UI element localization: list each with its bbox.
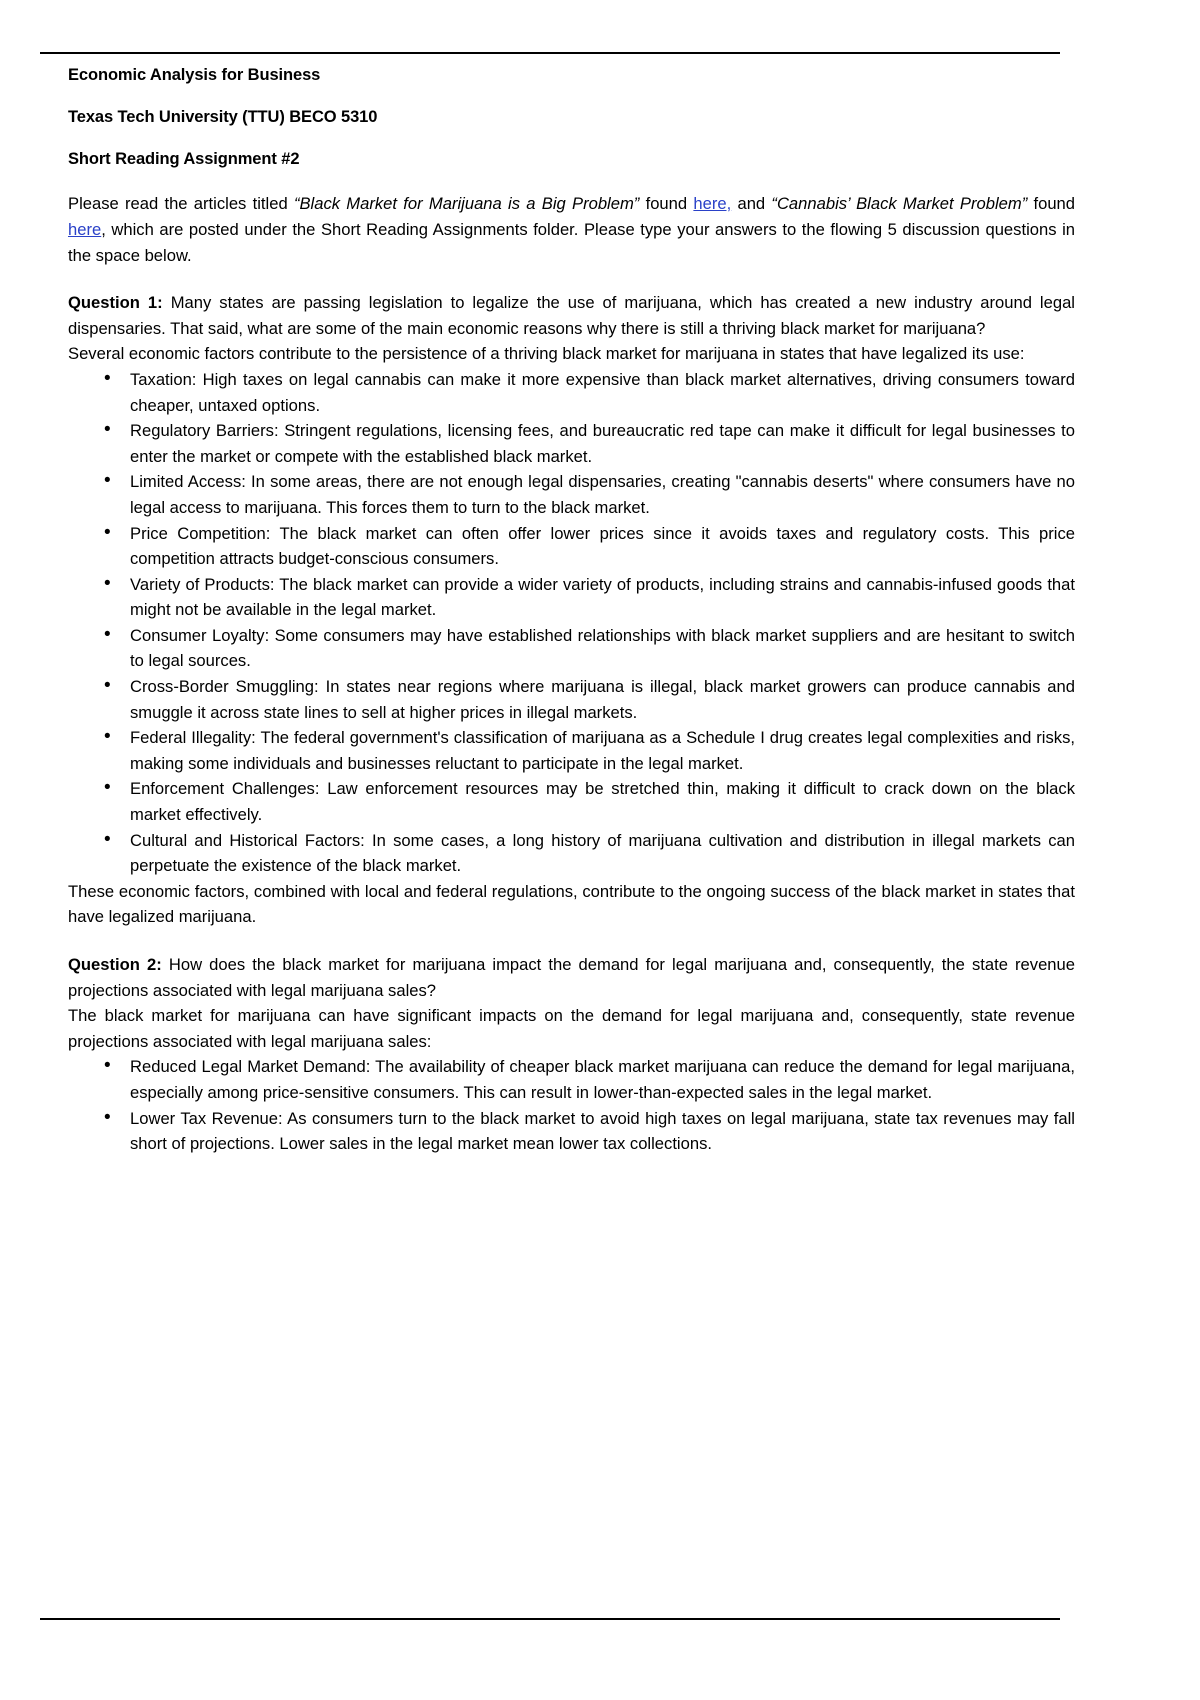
list-item: • Price Competition: The black market can often offer lower prices since it avoids taxes and regulatory costs. This price competition attracts budget-conscious consumers.: [68, 521, 1075, 572]
assignment-title: Short Reading Assignment #2: [68, 149, 300, 168]
course-title: Economic Analysis for Business: [68, 66, 321, 84]
intro-text-3: and: [731, 194, 772, 214]
intro-text-2: found: [639, 194, 694, 214]
article-link-1[interactable]: here,: [693, 194, 732, 214]
document-body: [68, 66, 1075, 1157]
question-2-text: How does the black market for marijuana impact the demand for legal marijuana and, consequently, the state revenue projections associated with legal marijuana sales?: [68, 955, 1075, 1000]
article-title-2: “Cannabis’ Black Market Problem”: [771, 194, 1028, 214]
question-1-text: Many states are passing legislation to legalize the use of marijuana, which has created a new industry around legal dispensaries. That said, what are some of the main economic reasons why there is still a thriving black market for marijuana?: [68, 293, 1075, 338]
list-item: • Federal Illegality: The federal government's classification of marijuana as a Schedule I drug creates legal complexities and risks, making some individuals and businesses reluctant to participate in the legal market.: [68, 725, 1075, 776]
question-2-answer-intro: The black market for marijuana can have significant impacts on the demand for legal marijuana and, consequently, state revenue projections associated with legal marijuana sales:: [68, 1006, 1075, 1051]
list-item: • Enforcement Challenges: Law enforcement resources may be stretched thin, making it difficult to crack down on the black market effectively.: [68, 776, 1075, 827]
list-item: • Reduced Legal Market Demand: The availability of cheaper black market marijuana can reduce the demand for legal marijuana, especially among price-sensitive consumers. This can result in lower-than-expected sales in the legal market.: [68, 1054, 1075, 1105]
article-title-1: “Black Market for Marijuana is a Big Problem”: [293, 194, 640, 214]
intro-text-1: Please read the articles titled: [68, 194, 294, 214]
footer-rule: [40, 1618, 1060, 1620]
institution-line: Texas Tech University (TTU) BECO 5310: [68, 107, 378, 126]
header-rule: [40, 52, 1060, 54]
question-2-prompt: [68, 952, 1075, 1003]
question-1-closing: These economic factors, combined with local and federal regulations, contribute to the ongoing success of the black market in states that have legalized marijuana.: [68, 881, 1075, 927]
question-1-bullet-list: [68, 367, 1075, 879]
intro-text-5: , which are posted under the Short Reading Assignments folder. Please type your answers to the flowing 5 discussion questions in the space below.: [68, 219, 1075, 265]
question-2-bullet-list: [68, 1054, 1075, 1156]
list-item: • Cross-Border Smuggling: In states near regions where marijuana is illegal, black market growers can produce cannabis and smuggle it across state lines to sell at higher prices in illegal markets.: [68, 674, 1075, 725]
question-2-label: Question 2:: [68, 955, 162, 975]
list-item: • Variety of Products: The black market can provide a wider variety of products, including strains and cannabis-infused goods that might not be available in the legal market.: [68, 572, 1075, 623]
intro-text-4: found: [1027, 194, 1076, 214]
question-1-prompt: [68, 290, 1075, 341]
list-item: • Regulatory Barriers: Stringent regulations, licensing fees, and bureaucratic red tape can make it difficult for legal businesses to enter the market or compete with the established black market.: [68, 418, 1075, 469]
question-1-answer-intro: Several economic factors contribute to the persistence of a thriving black market for marijuana in states that have legalized its use:: [68, 344, 1025, 364]
list-item: • Cultural and Historical Factors: In some cases, a long history of marijuana cultivation and distribution in illegal markets can perpetuate the existence of the black market.: [68, 828, 1075, 879]
article-link-2[interactable]: here: [68, 219, 102, 239]
list-item: • Taxation: High taxes on legal cannabis can make it more expensive than black market alternatives, driving consumers toward cheaper, untaxed options.: [68, 367, 1075, 418]
question-1-label: Question 1:: [68, 293, 163, 313]
list-item: • Lower Tax Revenue: As consumers turn to the black market to avoid high taxes on legal marijuana, state tax revenues may fall short of projections. Lower sales in the legal market mean lower tax collections.: [68, 1106, 1075, 1157]
list-item: • Consumer Loyalty: Some consumers may have established relationships with black market suppliers and are hesitant to switch to legal sources.: [68, 623, 1075, 674]
intro-paragraph: [68, 191, 1075, 268]
list-item: • Limited Access: In some areas, there are not enough legal dispensaries, creating "cannabis deserts" where consumers have no legal access to marijuana. This forces them to turn to the black market.: [68, 469, 1075, 520]
